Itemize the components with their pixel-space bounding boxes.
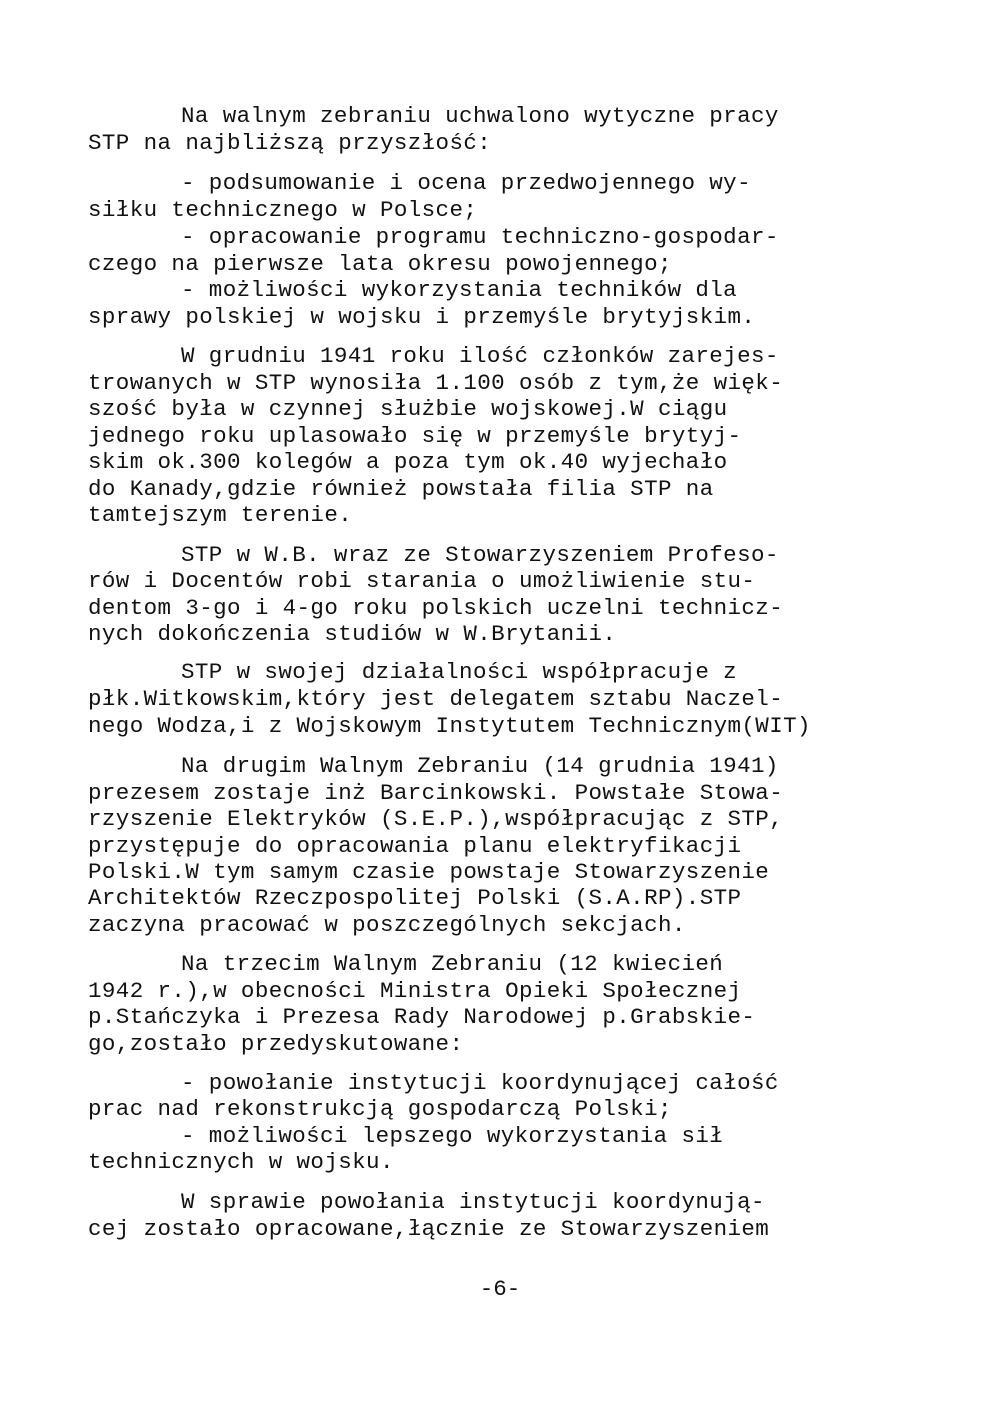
text-line: technicznych w wojsku. xyxy=(88,1149,394,1175)
text-line: prezesem zostaje inż Barcinkowski. Powstałe Stowa- xyxy=(88,780,784,806)
text-line: go,zostało przedyskutowane: xyxy=(88,1031,464,1057)
text-line: dentom 3-go i 4-go roku polskich uczelni technicz- xyxy=(88,595,784,621)
text-line: siłku technicznego w Polsce; xyxy=(88,197,478,223)
text-line: tamtejszym terenie. xyxy=(88,502,353,528)
text-line: p.Stańczyka i Prezesa Rady Narodowej p.Grabskie- xyxy=(88,1004,756,1030)
text-line: rów i Docentów robi starania o umożliwienie stu- xyxy=(88,568,756,594)
text-line: - powołanie instytucji koordynującej całość xyxy=(181,1070,779,1096)
text-line: STP w W.B. wraz ze Stowarzyszeniem Profeso- xyxy=(181,542,779,568)
text-line: jednego roku uplasowało się w przemyśle brytyj- xyxy=(88,423,742,449)
text-line: rzyszenie Elektryków (S.E.P.),współpracując z STP, xyxy=(88,806,784,832)
text-line: - możliwości lepszego wykorzystania sił xyxy=(181,1123,724,1149)
text-line: nego Wodza,i z Wojskowym Instytutem Technicznym(WIT) xyxy=(88,713,811,739)
text-line: cej zostało opracowane,łącznie ze Stowarzyszeniem xyxy=(88,1216,770,1242)
text-line: Na drugim Walnym Zebraniu (14 grudnia 1941) xyxy=(181,753,779,779)
text-line: W sprawie powołania instytucji koordynują- xyxy=(181,1189,765,1215)
text-line: STP w swojej działalności współpracuje z xyxy=(181,659,738,685)
text-line: - możliwości wykorzystania techników dla xyxy=(181,277,738,303)
text-line: STP na najbliższą przyszłość: xyxy=(88,130,492,156)
text-line: Na trzecim Walnym Zebraniu (12 kwiecień xyxy=(181,951,724,977)
text-line: 1942 r.),w obecności Ministra Opieki Społecznej xyxy=(88,978,742,1004)
text-line: - opracowanie programu techniczno-gospodar- xyxy=(181,224,779,250)
text-line: szość była w czynnej służbie wojskowej.W ciągu xyxy=(88,396,728,422)
text-line: trowanych w STP wynosiła 1.100 osób z tym,że więk- xyxy=(88,370,784,396)
text-line: Na walnym zebraniu uchwalono wytyczne pracy xyxy=(181,103,779,129)
text-line: - podsumowanie i ocena przedwojennego wy- xyxy=(181,170,751,196)
text-line: płk.Witkowskim,który jest delegatem sztabu Naczel- xyxy=(88,686,784,712)
text-line: prac nad rekonstrukcją gospodarczą Polski; xyxy=(88,1096,672,1122)
text-line: czego na pierwsze lata okresu powojennego; xyxy=(88,251,672,277)
text-line: Architektów Rzeczpospolitej Polski (S.A.RP).STP xyxy=(88,885,742,911)
text-line: zaczyna pracować w poszczególnych sekcjach. xyxy=(88,912,686,938)
text-line: skim ok.300 kolegów a poza tym ok.40 wyjechało xyxy=(88,449,728,475)
text-line: nych dokończenia studiów w W.Brytanii. xyxy=(88,621,617,647)
text-line: sprawy polskiej w wojsku i przemyśle brytyjskim. xyxy=(88,304,756,330)
text-line: do Kanady,gdzie również powstała filia STP na xyxy=(88,476,714,502)
page-number: -6- xyxy=(479,1276,521,1302)
text-line: Polski.W tym samym czasie powstaje Stowarzyszenie xyxy=(88,859,770,885)
text-line: W grudniu 1941 roku ilość członków zarejes- xyxy=(181,343,779,369)
text-line: przystępuje do opracowania planu elektryfikacji xyxy=(88,833,742,859)
